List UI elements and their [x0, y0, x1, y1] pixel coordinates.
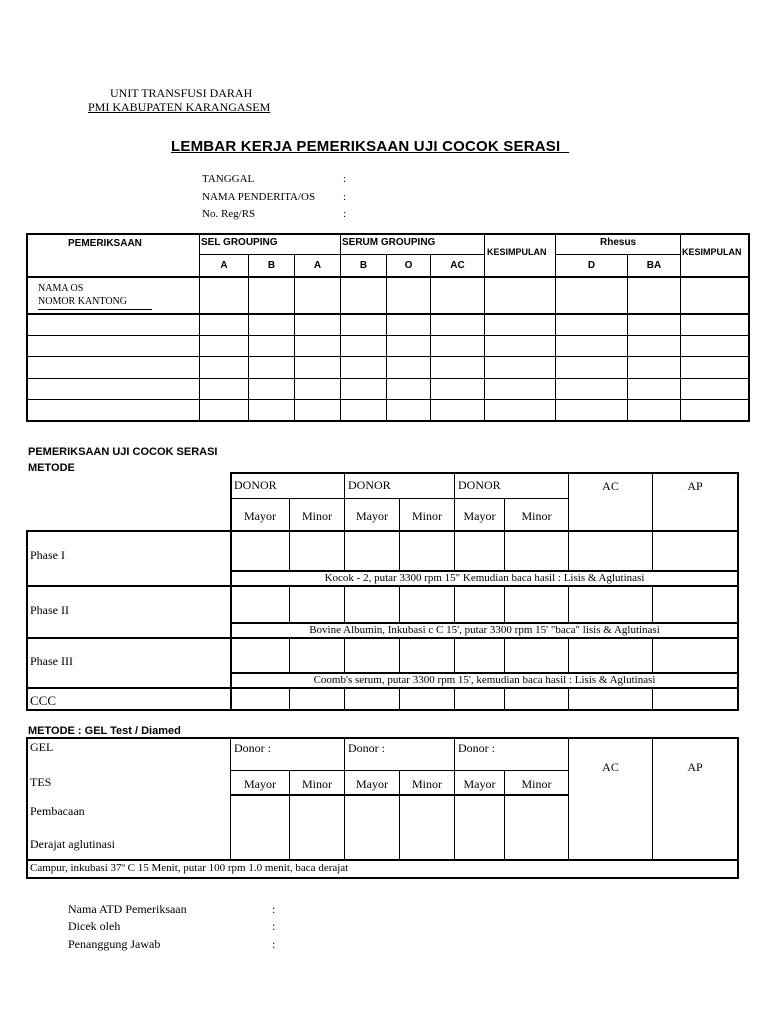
donor2-header: DONOR	[348, 478, 391, 492]
pembacaan-label: Pembacaan	[30, 804, 85, 818]
no-reg-label: No. Reg/RS	[202, 208, 256, 220]
ac-header: AC	[602, 479, 619, 493]
phase2-label: Phase II	[30, 603, 69, 617]
sel-b-header: B	[267, 260, 276, 271]
tanggal-label: TANGGAL	[202, 173, 255, 185]
rhesus-d-header: D	[587, 260, 596, 271]
crossmatch-heading: PEMERIKSAAN UJI COCOK SERASI	[28, 446, 218, 458]
serum-a-header: A	[313, 260, 322, 271]
kesimpulan-rhesus-header: KESIMPULAN	[682, 247, 742, 257]
nama-penderita-colon: :	[343, 191, 347, 203]
phase3-label: Phase III	[30, 654, 73, 668]
donor3-minor: Minor	[521, 509, 552, 523]
serum-b-header: B	[359, 260, 368, 271]
serum-o-header: O	[404, 260, 413, 271]
page-title: LEMBAR KERJA PEMERIKSAAN UJI COCOK SERASI	[171, 138, 561, 155]
gel-procedure-note: Campur, inkubasi 37º C 15 Menit, putar 100 rpm 1.0 menit, baca derajat	[30, 862, 349, 874]
gel-donor1-header: Donor :	[234, 741, 271, 755]
tanggal-colon: :	[343, 173, 347, 185]
ccc-label: CCC	[30, 693, 57, 708]
nomor-kantong-label: NOMOR KANTONG	[38, 296, 127, 307]
serum-ac-header: AC	[450, 260, 465, 271]
nama-os-label: NAMA OS	[38, 283, 84, 294]
donor1-header: DONOR	[234, 478, 277, 492]
atd-pemeriksa-colon: :	[272, 902, 276, 916]
gel-donor1-mayor: Mayor	[244, 777, 276, 791]
serum-grouping-header: SERUM GROUPING	[342, 237, 436, 248]
donor3-header: DONOR	[458, 478, 501, 492]
gel-ac-header: AC	[602, 760, 619, 774]
ap-header: AP	[687, 479, 703, 493]
phase1-label: Phase I	[30, 548, 65, 562]
gel-donor2-mayor: Mayor	[356, 777, 388, 791]
derajat-aglutinasi-label: Derajat aglutinasi	[30, 837, 115, 851]
gel-method-heading: METODE : GEL Test / Diamed	[28, 725, 181, 737]
rhesus-header: Rhesus	[600, 237, 637, 248]
donor2-minor: Minor	[412, 509, 442, 523]
gel-donor2-minor: Minor	[412, 777, 442, 791]
gel-donor3-mayor: Mayor	[463, 777, 496, 791]
gel-donor3-minor: Minor	[521, 777, 552, 791]
atd-pemeriksa-label: Nama ATD Pemeriksaan	[68, 902, 187, 916]
org-name-line2: PMI KABUPATEN KARANGASEM	[88, 100, 271, 114]
dicek-oleh-colon: :	[272, 919, 276, 933]
phase2-note: Bovine Albumin, Inkubasi c C 15', putar 3300 rpm 15' "baca" lisis & Aglutinasi	[309, 624, 660, 636]
gel-label: GEL	[30, 740, 54, 754]
donor2-mayor: Mayor	[356, 509, 388, 523]
phase1-note: Kocok - 2, putar 3300 rpm 15" Kemudian baca hasil : Lisis & Aglutinasi	[324, 572, 645, 584]
dicek-oleh-label: Dicek oleh	[68, 919, 121, 933]
crossmatch-metode-heading: METODE	[28, 462, 75, 474]
pemeriksaan-header: PEMERIKSAAN	[68, 238, 142, 249]
tes-label: TES	[30, 775, 52, 789]
gel-ap-header: AP	[687, 760, 703, 774]
penanggung-jawab-label: Penanggung Jawab	[68, 937, 161, 951]
sel-grouping-header: SEL GROUPING	[201, 237, 278, 248]
sel-a-header: A	[220, 260, 228, 271]
donor1-mayor: Mayor	[244, 509, 276, 523]
kesimpulan-header: KESIMPULAN	[487, 247, 547, 257]
nama-penderita-label: NAMA PENDERITA/OS	[202, 191, 316, 203]
donor1-minor: Minor	[302, 509, 332, 523]
gel-donor1-minor: Minor	[302, 777, 332, 791]
phase3-note: Coomb's serum, putar 3300 rpm 15', kemudian baca hasil : Lisis & Aglutinasi	[313, 674, 656, 686]
gel-donor3-header: Donor :	[458, 741, 495, 755]
rhesus-ba-header: BA	[646, 260, 662, 271]
org-name-line1: UNIT TRANSFUSI DARAH	[110, 86, 253, 100]
no-reg-colon: :	[343, 208, 347, 220]
donor3-mayor: Mayor	[463, 509, 496, 523]
penanggung-jawab-colon: :	[272, 937, 276, 951]
gel-donor2-header: Donor :	[348, 741, 385, 755]
